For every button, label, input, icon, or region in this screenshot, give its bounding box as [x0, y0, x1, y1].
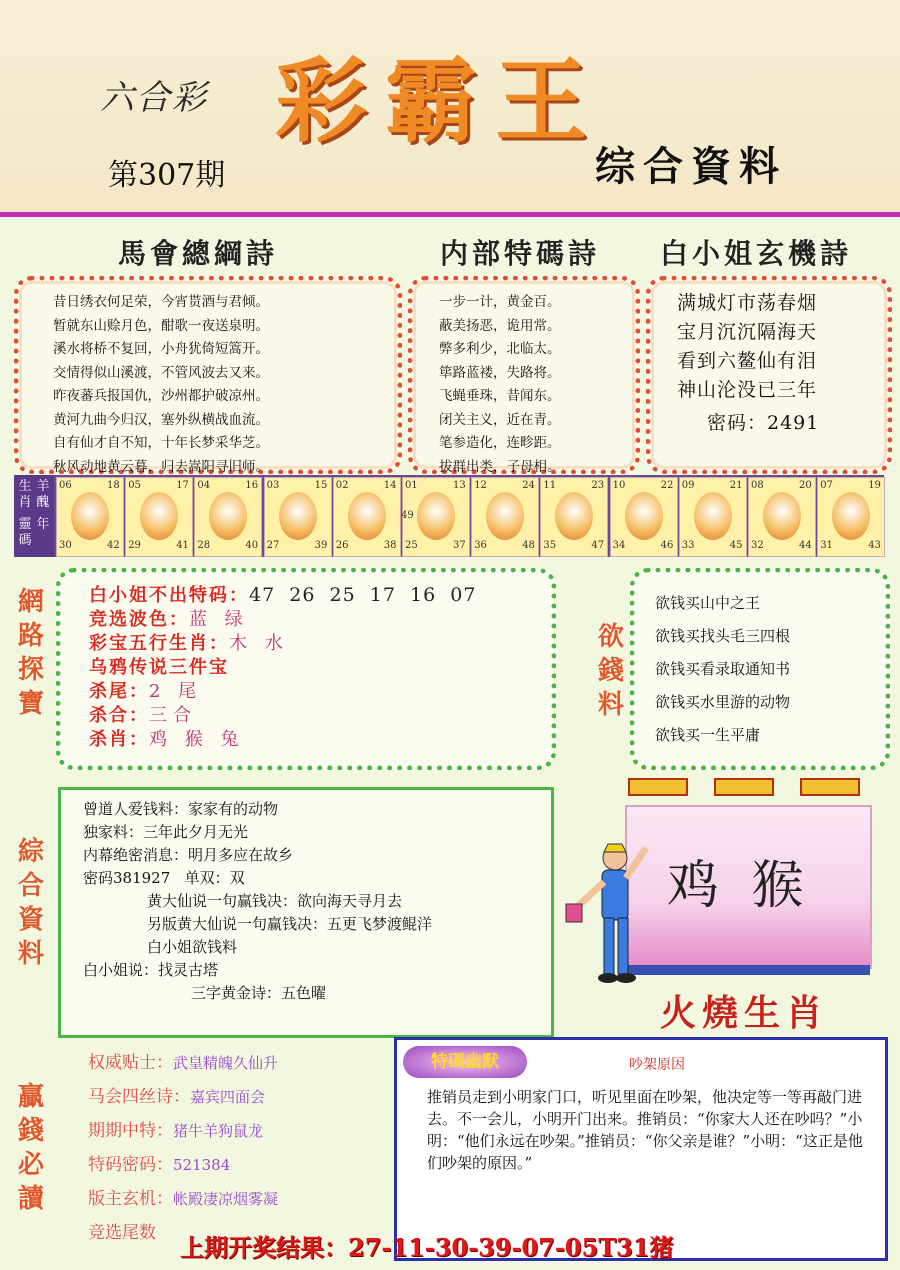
zodiac-label-left: 生肖 [18, 479, 32, 510]
zodiac-cell [333, 477, 401, 557]
zodiac-strip [14, 475, 884, 557]
combo-lines [83, 798, 432, 1005]
money-item: 欲钱买一生平庸 [655, 726, 761, 744]
last-result-banner: 上期开奖结果：27-11-30-39-07-05T31猪 [180, 1233, 674, 1262]
money-vertical-char: 錢 [597, 656, 624, 686]
explore-row [89, 583, 476, 608]
mystery-poem-box [646, 276, 892, 474]
internal-poem [439, 291, 561, 479]
explore-row-value: 蓝 绿 [189, 609, 249, 630]
zodiac-number: 38 [383, 540, 397, 551]
zodiac-label [14, 475, 54, 557]
combo-line: 曾道人爱钱料：家家有的动物 [83, 800, 279, 818]
explore-row-label: 白小姐不出特码： [89, 585, 249, 606]
zodiac-number: 13 [453, 480, 466, 491]
explore-vertical-char: 寶 [17, 689, 44, 719]
rabbit-icon [279, 492, 317, 540]
winning-row-label: 版主玄机： [88, 1189, 173, 1209]
combo-box [58, 787, 554, 1038]
internal-poem-line: 闭关主义，近在青。 [439, 411, 561, 428]
zodiac-number: 49 [401, 510, 414, 521]
money-vertical-label [594, 620, 628, 722]
combo-line: 白小姐说：找灵古塔 [83, 961, 219, 979]
winning-vertical-char: 必 [17, 1150, 44, 1180]
zodiac-number: 19 [868, 480, 881, 491]
combo-vertical-label [14, 835, 48, 971]
winning-vertical-char: 贏 [17, 1082, 44, 1112]
zodiac-number: 24 [522, 480, 535, 491]
zodiac-number: 33 [681, 540, 695, 551]
winning-row [88, 1080, 278, 1114]
explore-row-value: 鸡 猴 兔 [149, 729, 245, 750]
zodiac-number: 25 [405, 540, 418, 551]
zodiac-number: 47 [591, 540, 605, 551]
fire-zodiac-caption: 火燒生肖 [660, 992, 829, 1034]
money-item: 欲钱买山中之王 [655, 594, 761, 612]
goat-icon [555, 492, 593, 540]
general-poem-line: 暂就东山赊月色，酣歌一夜送泉明。 [53, 317, 269, 334]
zodiac-cell [471, 477, 539, 557]
billboard-stand [625, 965, 870, 975]
winning-row-label: 期期中特： [88, 1121, 173, 1141]
explore-row [89, 656, 476, 680]
zodiac-number: 34 [612, 540, 626, 551]
zodiac-number: 44 [799, 540, 812, 551]
combo-line: 内幕绝密消息：明月多应在故乡 [83, 846, 294, 864]
zodiac-number: 30 [59, 540, 72, 551]
zodiac-number: 15 [314, 480, 328, 491]
liuhecai-label: 六合彩 [100, 78, 208, 118]
zodiac-number: 35 [543, 540, 557, 551]
explore-row-label: 杀尾： [89, 681, 149, 702]
issue-number: 第307期 [108, 158, 226, 193]
zodiac-number: 46 [660, 540, 674, 551]
winning-row-value: 猪牛羊狗鼠龙 [173, 1122, 264, 1140]
explore-box [56, 568, 556, 770]
zodiac-number: 01 [405, 480, 418, 491]
explore-row [89, 632, 476, 656]
zodiac-cell [679, 477, 747, 557]
winning-vertical-char: 讀 [17, 1184, 44, 1214]
general-poem-line: 交情得似山溪渡，不管风波去又来。 [53, 364, 269, 381]
explore-vertical-char: 網 [17, 587, 44, 617]
snake-icon [417, 492, 455, 540]
dog-icon [763, 492, 801, 540]
winning-row [88, 1148, 278, 1182]
mystery-poem-line: 满城灯市荡春烟 [677, 292, 818, 314]
zodiac-number: 32 [751, 540, 764, 551]
winning-rows [88, 1046, 278, 1250]
zodiac-number: 14 [383, 480, 397, 491]
lamp-2 [714, 778, 774, 796]
explore-row [89, 680, 476, 704]
zodiac-number: 22 [660, 480, 674, 491]
explore-row-value: 47 26 25 17 16 07 [249, 584, 477, 606]
zodiac-number: 07 [820, 480, 833, 491]
zodiac-number: 16 [245, 480, 259, 491]
zodiac-cell [402, 477, 470, 557]
explore-vertical-char: 探 [17, 655, 44, 685]
combo-vertical-char: 料 [17, 939, 44, 969]
zodiac-cell [264, 477, 332, 557]
winning-row-value: 嘉宾四面会 [190, 1088, 266, 1106]
joke-badge: 特碼幽默 [403, 1046, 527, 1078]
zodiac-cell [540, 477, 608, 557]
combo-line: 黄大仙说一句赢钱决：欲向海天寻月去 [147, 892, 403, 910]
zodiac-label-left2: 靈碼 [18, 517, 32, 548]
zodiac-number: 37 [453, 540, 466, 551]
general-poem-line: 自有仙才自不知，十年长梦采华芝。 [53, 435, 269, 451]
zodiac-number: 20 [799, 480, 812, 491]
explore-row-label: 竞选波色： [89, 609, 189, 630]
heading-internal-poem: 内部特碼詩 [440, 237, 601, 270]
mystery-poem [677, 289, 817, 405]
zodiac-number: 28 [197, 540, 211, 551]
zodiac-number: 12 [474, 480, 487, 491]
internal-poem-line: 飞蝇垂珠，昔闻东。 [439, 388, 561, 404]
explore-row-value: 三合 [149, 705, 197, 726]
zodiac-number: 08 [751, 480, 764, 491]
winning-row-value: 武皇精魄久仙升 [173, 1054, 279, 1072]
rooster-icon [694, 492, 732, 540]
explore-row [89, 728, 476, 752]
mystery-code: 密码：2491 [707, 412, 820, 434]
rat-icon [71, 492, 109, 540]
money-item: 欲钱买看录取通知书 [655, 660, 791, 678]
internal-poem-line: 一步一计，黄金百。 [439, 294, 561, 310]
general-poem-line: 溪水将桥不复回，小舟犹倚短篙开。 [53, 341, 269, 357]
winning-vertical-char: 錢 [17, 1116, 44, 1146]
explore-row-value: 2 尾 [149, 681, 203, 702]
money-vertical-char: 料 [597, 690, 624, 720]
zodiac-label-right: 羊醜 [36, 479, 50, 510]
explore-vertical-label [14, 585, 48, 721]
general-poem-line: 昔日绣衣何足荣，今宵贳酒与君倾。 [53, 294, 269, 310]
zodiac-number: 05 [128, 480, 141, 491]
winning-row [88, 1182, 278, 1216]
brand-title: 彩霸王 [275, 47, 606, 155]
tiger-icon [209, 492, 247, 540]
combo-line: 独家料：三年此夕月无光 [83, 823, 249, 841]
monkey-icon [625, 492, 663, 540]
zodiac-number: 02 [335, 480, 349, 491]
internal-poem-line: 弊多利少，北临太。 [439, 341, 561, 357]
zodiac-number: 31 [820, 540, 833, 551]
zodiac-number: 41 [176, 540, 189, 551]
winning-row-label: 特码密码： [88, 1155, 173, 1175]
zodiac-number: 09 [681, 480, 695, 491]
zodiac-number: 04 [197, 480, 211, 491]
money-vertical-char: 欲 [597, 622, 624, 652]
joke-title: 吵架原因 [629, 1057, 685, 1073]
zodiac-number: 21 [729, 480, 743, 491]
zodiac-number: 36 [474, 540, 487, 551]
explore-row [89, 608, 476, 632]
zodiac-cell [125, 477, 193, 557]
combo-line: 密码381927 单双：双 [83, 869, 245, 887]
combo-line: 三字黄金诗：五色曜 [191, 984, 327, 1002]
zodiac-cell [748, 477, 816, 557]
internal-poem-line: 筚路蓝褛，失路将。 [439, 364, 561, 381]
zodiac-number: 45 [729, 540, 743, 551]
internal-poem-line: 笔参造化，连畛距。 [439, 435, 561, 451]
general-poem-line: 秋风动地黄云暮，归去嵩阳寻旧师。 [53, 458, 269, 475]
explore-rows [89, 583, 476, 752]
mystery-poem-line: 宝月沉沉隔海天 [677, 321, 818, 343]
zodiac-number: 06 [59, 480, 72, 491]
zodiac-number: 18 [107, 480, 120, 491]
combo-vertical-char: 合 [17, 871, 44, 901]
explore-row-label: 杀肖： [89, 729, 149, 750]
zodiac-number: 40 [245, 540, 259, 551]
winning-row-value: 521384 [173, 1156, 231, 1174]
billboard [625, 805, 872, 969]
money-items [655, 587, 790, 752]
winning-row-label: 竞选尾数 [88, 1223, 156, 1243]
zodiac-cell [817, 477, 885, 557]
ox-icon [140, 492, 178, 540]
zodiac-number: 26 [335, 540, 349, 551]
general-poem [53, 291, 269, 479]
explore-row-label: 彩宝五行生肖： [89, 633, 229, 654]
zodiac-label-right2: 年 [36, 517, 50, 532]
mystery-poem-line: 神山沦没已三年 [677, 379, 818, 401]
mystery-poem-line: 看到六鳌仙有泪 [677, 350, 818, 372]
zodiac-cell [194, 477, 262, 557]
combo-line: 白小姐欲钱料 [147, 938, 238, 956]
explore-row-label: 乌鸦传说三件宝 [89, 657, 229, 678]
money-box [630, 568, 890, 770]
internal-poem-line: 拔群出类，子母相。 [439, 458, 561, 475]
painter-figure-icon [560, 830, 650, 990]
heading-mystery-poem: 白小姐玄機詩 [660, 237, 853, 270]
explore-row-label: 杀合： [89, 705, 149, 726]
winning-row [88, 1046, 278, 1080]
general-poem-box [14, 276, 402, 474]
header-divider [0, 212, 900, 217]
explore-row [89, 704, 476, 728]
zodiac-number: 48 [522, 540, 535, 551]
general-poem-line: 昨夜蕃兵报国仇，沙州都护破凉州。 [53, 388, 269, 404]
zodiac-number: 11 [543, 480, 557, 491]
money-item: 欲钱买找头毛三四根 [655, 627, 791, 645]
lamp-3 [800, 778, 860, 796]
zodiac-cell [610, 477, 678, 557]
joke-text: 推销员走到小明家门口，听见里面在吵架，他决定等一等再敲门进去。不一会儿，小明开门出来。推销员：“你家大人还在吵吗？”小明：“他们永远在吵架。”推销员：“你父亲是谁？”小明：“这正是他们吵架的原因。” [427, 1088, 863, 1172]
winning-row-value: 帐殿凄凉烟雾凝 [173, 1190, 279, 1208]
zodiac-number: 27 [266, 540, 280, 551]
money-item: 欲钱买水里游的动物 [655, 693, 791, 711]
heading-general-poem: 馬會總綱詩 [118, 237, 279, 270]
combo-vertical-char: 資 [17, 905, 44, 935]
winning-row-label: 权威贴士： [88, 1053, 173, 1073]
zodiac-number: 42 [107, 540, 120, 551]
winning-row-label: 马会四丝诗： [88, 1087, 190, 1107]
zodiac-number: 29 [128, 540, 141, 551]
zodiac-number: 10 [612, 480, 626, 491]
explore-row-value: 木 水 [229, 633, 289, 654]
zodiac-number: 23 [591, 480, 605, 491]
pig-icon [832, 492, 870, 540]
combo-line: 另版黄大仙说一句赢钱决：五更飞梦渡鲲洋 [147, 915, 433, 933]
subtitle: 综合資料 [595, 143, 787, 190]
zodiac-number: 39 [314, 540, 328, 551]
billboard-text: 鸡 猴 [667, 856, 812, 916]
lamp-1 [628, 778, 688, 796]
horse-icon [486, 492, 524, 540]
winning-vertical-label [14, 1080, 48, 1216]
general-poem-line: 黄河九曲今归汉，塞外纵横战血流。 [53, 411, 269, 428]
internal-poem-box [408, 276, 640, 474]
explore-vertical-char: 路 [17, 621, 44, 651]
zodiac-number: 43 [868, 540, 881, 551]
dragon-icon [348, 492, 386, 540]
internal-poem-line: 蔽美扬恶，诡用常。 [439, 317, 561, 334]
zodiac-number: 17 [176, 480, 189, 491]
zodiac-cell [56, 477, 124, 557]
winning-row [88, 1114, 278, 1148]
zodiac-number: 03 [266, 480, 280, 491]
combo-vertical-char: 綜 [17, 837, 44, 867]
